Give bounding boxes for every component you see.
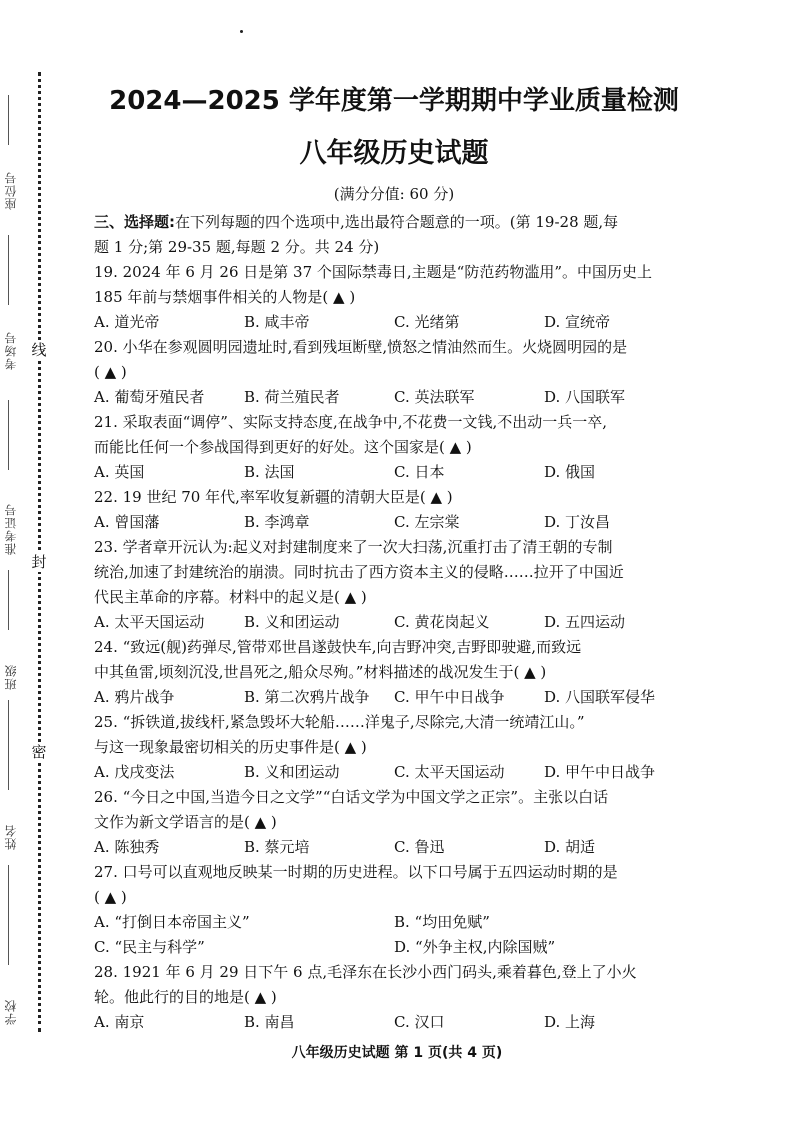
question-section [94,210,694,1035]
question-stem-line: 24. “致远(舰)药弹尽,管带邓世昌遂鼓快车,向吉野冲突,吉野即驶避,而致远 [94,638,582,656]
question-stem-line: 代民主革命的序幕。材料中的起义是( ▲ ) [94,588,367,606]
answer-option: C. 汉口 [394,1013,445,1031]
answer-option: A. 太平天国运动 [94,613,205,631]
option-row [94,935,694,960]
answer-option: A. 南京 [94,1013,145,1031]
margin-field-school: 学校 [4,999,18,1025]
question-stem-line: 中其鱼雷,顷刻沉没,世昌死之,船众尽殉。”材料描述的战况发生于( ▲ ) [94,663,547,681]
question-21 [94,410,694,485]
question-list [94,260,694,1035]
question-stem-line: ( ▲ ) [94,888,127,906]
exam-title: 2024—2025 学年度第一学期期中学业质量检测 [109,86,679,116]
question-stem-line: 与这一现象最密切相关的历史事件是( ▲ ) [94,738,367,756]
answer-option: B. 李鸿章 [244,513,310,531]
option-row [94,835,694,860]
question-22 [94,485,694,535]
margin-field-exam-number: 准考证号 [4,503,18,555]
question-25 [94,710,694,785]
answer-option: D. 五四运动 [544,613,626,631]
answer-option: D. 宣统帝 [544,313,611,331]
seal-word-feng: 封 [29,552,49,572]
answer-option: B. 义和团运动 [244,763,340,781]
question-24 [94,635,694,710]
scan-dot [240,30,243,33]
answer-option: A. 道光帝 [94,313,160,331]
answer-option: C. 太平天国运动 [394,763,505,781]
binding-margin [0,0,50,1124]
answer-option: B. 南昌 [244,1013,295,1031]
question-20 [94,335,694,410]
answer-option: C. 鲁迅 [394,838,445,856]
option-row [94,460,694,485]
answer-option: C. 左宗棠 [394,513,460,531]
seal-word-xian: 线 [29,340,49,360]
answer-option: C. 甲午中日战争 [394,688,505,706]
answer-option: C. 光绪第 [394,313,460,331]
margin-rule [8,865,9,965]
answer-option: D. 俄国 [544,463,596,481]
option-row [94,610,694,635]
question-stem-line: 而能比任何一个参战国得到更好的好处。这个国家是( ▲ ) [94,438,472,456]
answer-option: A. 陈独秀 [94,838,160,856]
answer-option: B. 义和团运动 [244,613,340,631]
question-26 [94,785,694,860]
option-row [94,685,694,710]
margin-field-name: 姓名 [4,824,18,850]
question-stem-line: 26. “今日之中国,当造今日之文学”“白话文学为中国文学之正宗”。主张以白话 [94,788,609,806]
margin-rule [8,570,9,630]
option-row [94,910,694,935]
margin-field-class: 班级 [4,664,18,690]
answer-option: B. 荷兰殖民者 [244,388,340,406]
seal-word-mi: 密 [29,742,49,762]
question-stem-line: 25. “拆铁道,拔线杆,紧急毁坏大轮船……洋鬼子,尽除完,大清一统靖江山。” [94,713,585,731]
answer-option: B. 蔡元培 [244,838,310,856]
full-score: (满分分值: 60 分) [333,185,455,203]
section-instructions [94,210,694,235]
answer-option: A. “打倒日本帝国主义” [94,913,250,931]
answer-option: B. “均田免赋” [394,913,490,931]
question-stem-line: 22. 19 世纪 70 年代,率军收复新疆的清朝大臣是( ▲ ) [94,488,453,506]
answer-option: A. 鸦片战争 [94,688,175,706]
margin-rule [8,235,9,305]
question-stem-line: 轮。他此行的目的地是( ▲ ) [94,988,277,1006]
answer-option: C. 黄花岗起义 [394,613,490,631]
question-stem-line: 文作为新文学语言的是( ▲ ) [94,813,277,831]
section-heading: 三、选择题: [94,213,175,231]
question-stem-line: 28. 1921 年 6 月 29 日下午 6 点,毛泽东在长沙小西门码头,乘着暮色,登上了小火 [94,963,637,981]
answer-option: D. 甲午中日战争 [544,763,656,781]
answer-option: D. 八国联军侵华 [544,688,656,706]
margin-rule [8,95,9,145]
option-row [94,310,694,335]
question-stem-line: ( ▲ ) [94,363,127,381]
margin-rule [8,400,9,470]
question-stem-line: 20. 小华在参观圆明园遗址时,看到残垣断壁,愤怒之情油然而生。火烧圆明园的是 [94,338,628,356]
answer-option: A. 戊戌变法 [94,763,175,781]
answer-option: D. “外争主权,内除国贼” [394,938,556,956]
question-stem-line: 统治,加速了封建统治的崩溃。同时抗击了西方资本主义的侵略……拉开了中国近 [94,563,624,581]
question-23 [94,535,694,635]
option-row [94,760,694,785]
option-row [94,385,694,410]
page-footer: 八年级历史试题 第 1 页(共 4 页) [291,1045,503,1061]
answer-option: C. “民主与科学” [94,938,205,956]
answer-option: B. 第二次鸦片战争 [244,688,370,706]
section-instructions-line2: 题 1 分;第 29-35 题,每题 2 分。共 24 分) [94,238,380,256]
exam-subtitle: 八年级历史试题 [299,138,489,169]
question-28 [94,960,694,1035]
answer-option: C. 英法联军 [394,388,475,406]
answer-option: D. 上海 [544,1013,596,1031]
margin-field-room: 考场号 [4,331,18,370]
answer-option: B. 法国 [244,463,295,481]
answer-option: A. 葡萄牙殖民者 [94,388,205,406]
answer-option: A. 英国 [94,463,145,481]
exam-page [94,80,694,1035]
question-stem-line: 19. 2024 年 6 月 26 日是第 37 个国际禁毒日,主题是“防范药物滥用”。中国历史上 [94,263,652,281]
answer-option: C. 日本 [394,463,445,481]
option-row [94,1010,694,1035]
answer-option: D. 丁汝昌 [544,513,611,531]
answer-option: B. 咸丰帝 [244,313,310,331]
question-stem-line: 21. 采取表面“调停”、实际支持态度,在战争中,不花费一文钱,不出动一兵一卒, [94,413,608,431]
answer-option: D. 胡适 [544,838,596,856]
answer-option: D. 八国联军 [544,388,626,406]
question-27 [94,860,694,960]
margin-rule [8,700,9,790]
question-stem-line: 27. 口号可以直观地反映某一时期的历史进程。以下口号属于五四运动时期的是 [94,863,618,881]
section-instructions-line1: 在下列每题的四个选项中,选出最符合题意的一项。(第 19-28 题,每 [175,213,619,231]
margin-field-seat: 座位号 [4,171,18,210]
question-stem-line: 23. 学者章开沅认为:起义对封建制度来了一次大扫荡,沉重打击了清王朝的专制 [94,538,613,556]
question-19 [94,260,694,335]
question-stem-line: 185 年前与禁烟事件相关的人物是( ▲ ) [94,288,356,306]
answer-option: A. 曾国藩 [94,513,160,531]
option-row [94,510,694,535]
